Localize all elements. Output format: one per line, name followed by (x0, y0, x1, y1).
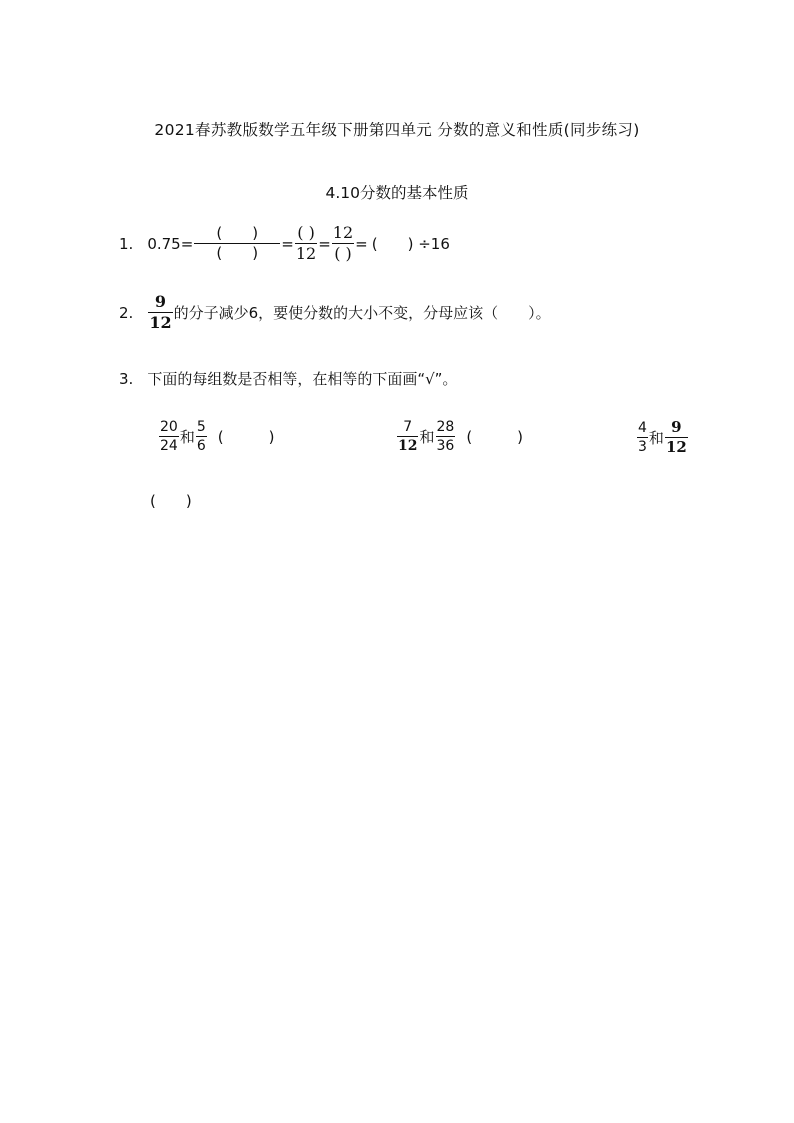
fraction-denominator: 12 (398, 438, 418, 454)
fraction-denominator: 24 (160, 438, 178, 454)
equals-sign: = (318, 234, 331, 253)
fraction-denominator: ( ) (216, 244, 259, 262)
worksheet-title: 2021春苏教版数学五年级下册第四单元 分数的意义和性质(同步练习) (154, 121, 640, 139)
answer-blank[interactable]: ( ) (466, 428, 524, 446)
question-1-lead: 0.75= (147, 234, 194, 253)
fraction-denominator: 12 (295, 244, 317, 263)
fraction-denominator: 12 (665, 438, 687, 456)
fraction-denominator: 12 (149, 313, 172, 332)
equals-sign: = (281, 234, 294, 253)
answer-blank[interactable]: ( ) (217, 428, 275, 446)
fraction-numerator: 12 (332, 223, 354, 242)
and-word: 和 (179, 428, 195, 446)
fraction-denominator: 36 (436, 438, 455, 454)
pair-2 (396, 420, 523, 453)
fraction-numerator: 9 (154, 292, 167, 311)
question-3 (119, 368, 457, 389)
pair-1-fraction-a (159, 420, 179, 453)
question-1-tail: ( ) ÷16 (371, 235, 450, 253)
pair-2-fraction-a (397, 420, 418, 453)
fraction-numerator: 5 (196, 419, 206, 435)
question-2 (119, 294, 551, 331)
pair-1-fraction-b (196, 420, 207, 453)
fraction-numerator: 28 (436, 419, 455, 435)
and-word: 和 (419, 428, 435, 446)
fraction-numerator: 7 (403, 419, 413, 435)
fraction-denominator: 3 (638, 439, 647, 455)
fraction-denominator: ( ) (334, 244, 352, 263)
fraction-numerator: 9 (671, 418, 682, 436)
answer-blank[interactable]: ( ) (150, 492, 192, 510)
question-1-fraction-2 (295, 225, 317, 262)
question-3-number: 3. (119, 369, 134, 388)
question-1-number: 1. (119, 234, 134, 253)
question-2-number: 2. (119, 303, 134, 322)
fraction-numerator: ( ) (216, 224, 259, 242)
fraction-numerator: ( ) (297, 223, 315, 242)
pair-3-fraction-a (637, 421, 648, 454)
fraction-denominator: 6 (196, 438, 206, 454)
fraction-numerator: 4 (638, 420, 647, 436)
question-2-fraction (148, 294, 172, 331)
equals-sign: = (355, 234, 368, 253)
lesson-subtitle: 4.10分数的基本性质 (325, 184, 469, 202)
question-1-fraction-1 (194, 226, 280, 261)
pair-2-fraction-b (436, 420, 456, 453)
fraction-numerator: 20 (160, 419, 178, 435)
and-word: 和 (648, 429, 664, 447)
pair-3-fraction-b (665, 420, 688, 455)
question-1 (119, 225, 450, 262)
pair-1 (158, 420, 274, 453)
question-1-fraction-3 (332, 225, 354, 262)
question-2-text: 的分子减少6，要使分数的大小不变，分母应该（ ）。 (173, 304, 551, 322)
question-3-text: 下面的每组数是否相等，在相等的下面画“√”。 (147, 370, 458, 388)
pair-3 (636, 420, 689, 455)
